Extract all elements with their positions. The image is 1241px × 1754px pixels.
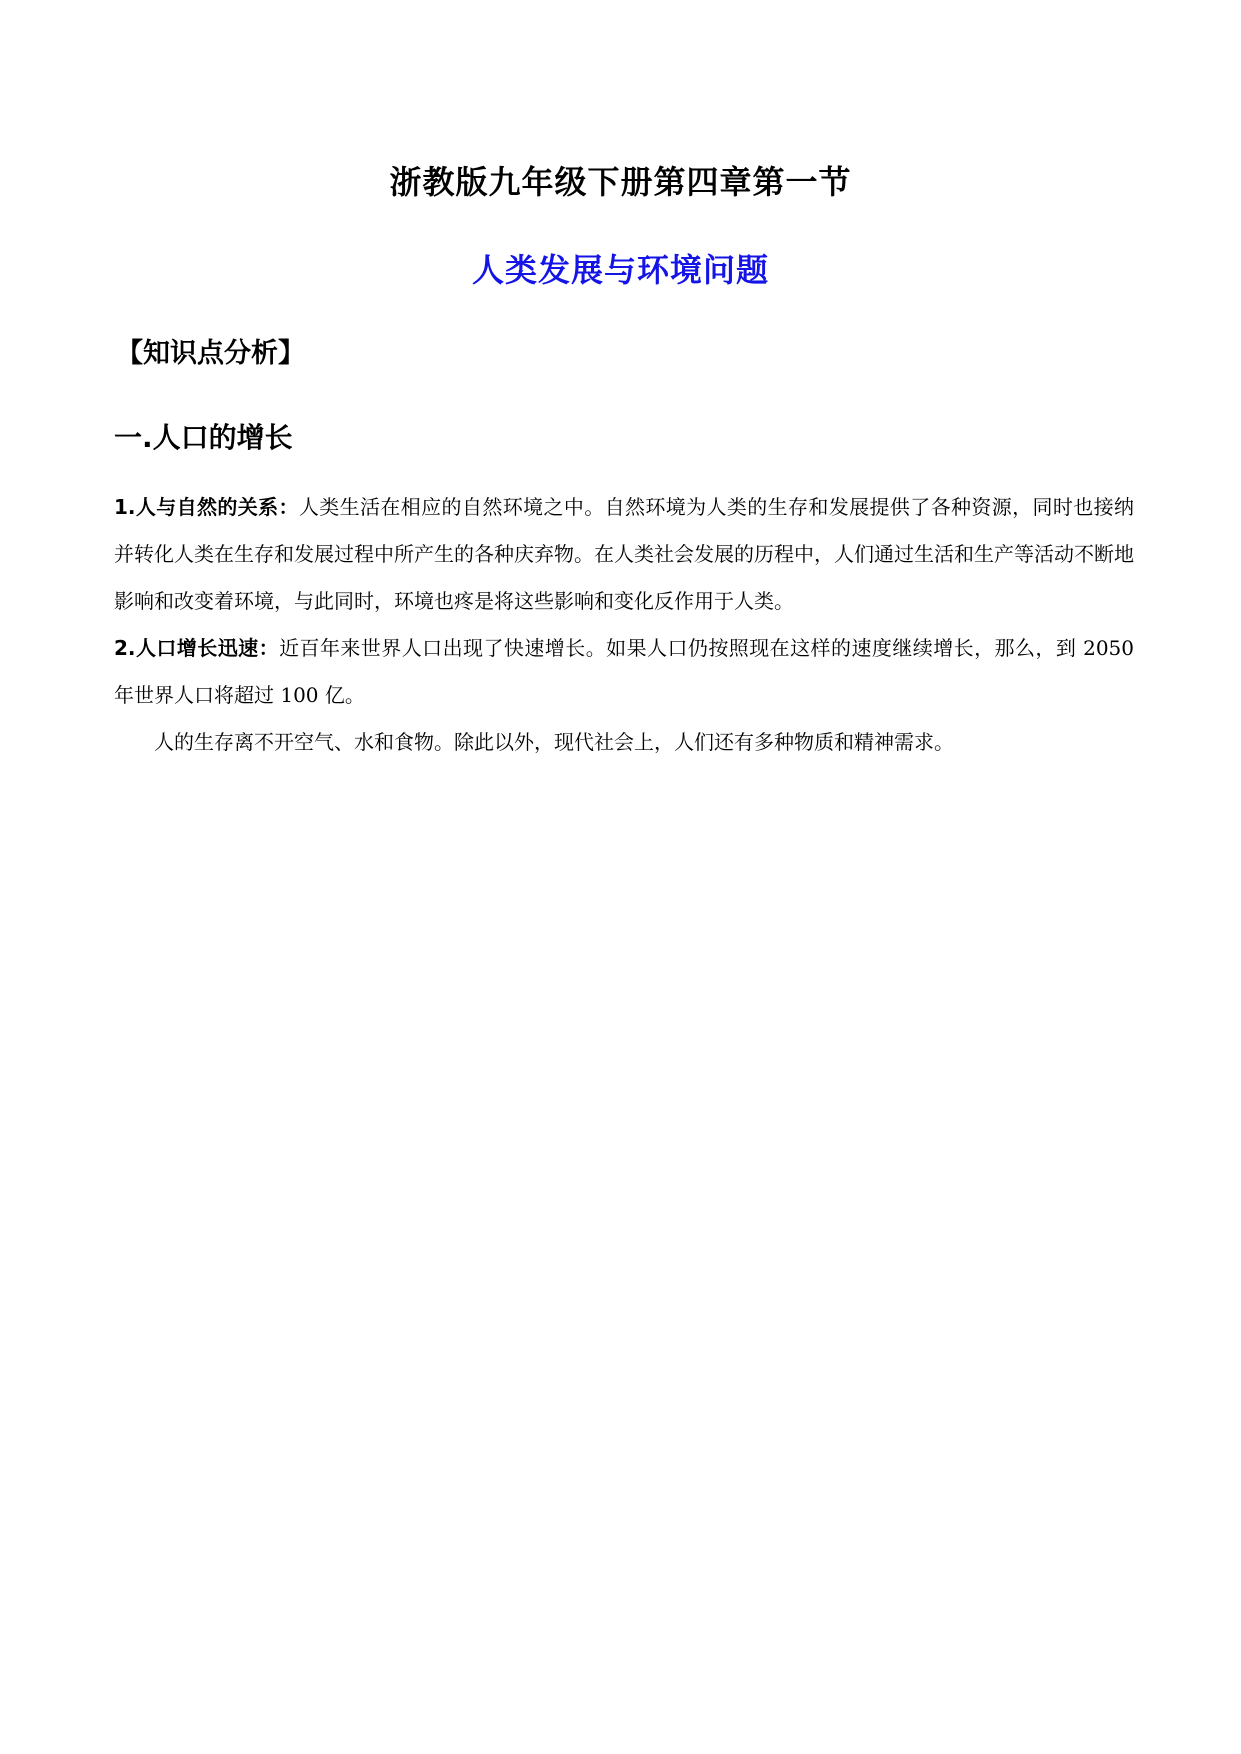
paragraph-relationship bbox=[114, 484, 1134, 625]
section-heading: 一.人口的增长 bbox=[114, 421, 293, 454]
paragraph-needs bbox=[114, 719, 1134, 766]
document-subtitle: 人类发展与环境问题 bbox=[471, 251, 769, 289]
paragraph-lead: 1.人与自然的关系： bbox=[114, 495, 299, 519]
paragraph-text: 人类生活在相应的自然环境之中。自然环境为人类的生存和发展提供了各种资源，同时也接纳并转化人类在生存和发展过程中所产生的各种庆弃物。在人类社会发展的历程中，人们通过生活和生产等活动不断地影响和改变着环境，与此同时，环境也疼是将这些影响和变化反作用于人类。 bbox=[114, 495, 1135, 613]
body-text bbox=[114, 484, 1134, 766]
section-label: 【知识点分析】 bbox=[116, 338, 305, 369]
paragraph-text: 近百年来世界人口出现了快速增长。如果人口仍按照现在这样的速度继续增长，那么，到 2050 年世界人口将超过 100 亿。 bbox=[114, 636, 1135, 707]
paragraph-text: 人的生存离不开空气、水和食物。除此以外，现代社会上，人们还有多种物质和精神需求。 bbox=[154, 730, 954, 754]
document-title: 浙教版九年级下册第四章第一节 bbox=[389, 163, 852, 201]
paragraph-lead: 2.人口增长迅速： bbox=[114, 636, 280, 660]
paragraph-population-growth bbox=[114, 625, 1134, 719]
